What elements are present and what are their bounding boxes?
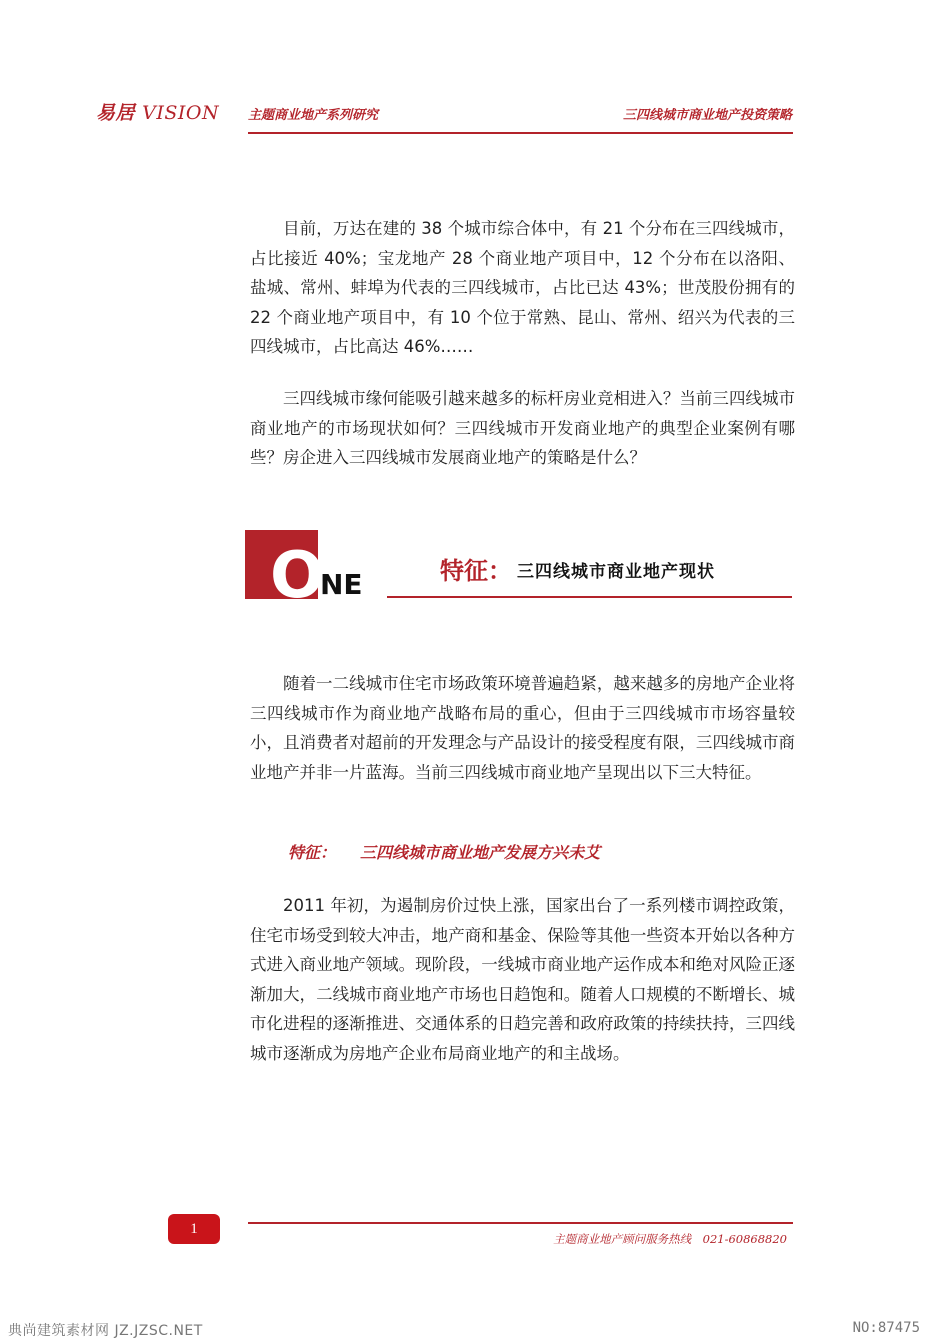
- watermark-site: 典尚建筑素材网 JZ.JZSC.NET: [8, 1323, 203, 1339]
- header-divider: [248, 132, 793, 134]
- series-title: 主题商业地产系列研究: [248, 108, 379, 123]
- watermark-number: NO:87475: [852, 1320, 920, 1336]
- section-badge-letters-ne: NE: [320, 568, 363, 601]
- intro-paragraph-1: 目前，万达在建的 38 个城市综合体中，有 21 个分布在三四线城市，占比接近 40%；宝龙地产 28 个商业地产项目中，12 个分布在以洛阳、盐城、常州、蚌埠为代表的三四线城市，占比已达 43%；世茂股份拥有的 22 个商业地产项目中，有 10 个位于常熟、昆山、常州、绍兴为代表的三四线城市，占比高达 46%……: [250, 219, 795, 356]
- footer-divider: [248, 1222, 793, 1224]
- section-title: 三四线城市商业地产现状: [517, 562, 715, 582]
- brand-cn: 易居: [96, 102, 136, 124]
- subheading: [288, 840, 600, 863]
- section-badge-letter-o: O: [270, 539, 325, 613]
- body-paragraph-1: 随着一二线城市住宅市场政策环境普遍趋紧，越来越多的房地产企业将三四线城市作为商业地产战略布局的重心，但由于三四线城市市场容量较小，且消费者对超前的开发理念与产品设计的接受程度有限，三四线城市商业地产并非一片蓝海。当前三四线城市商业地产呈现出以下三大特征。: [250, 674, 795, 782]
- body-paragraph-2: 2011 年初，为遏制房价过快上涨，国家出台了一系列楼市调控政策，住宅市场受到较大冲击，地产商和基金、保险等其他一些资本开始以各种方式进入商业地产领域。现阶段，一线城市商业地产运作成本和绝对风险正逐渐加大，二线城市商业地产市场也日趋饱和。随着人口规模的不断增长、城市化进程的逐渐推进、交通体系的日趋完善和政府政策的持续扶持，三四线城市逐渐成为房地产企业布局商业地产的和主战场。: [250, 896, 795, 1063]
- brand-en: VISION: [142, 102, 220, 124]
- footer-hotline: 主题商业地产顾问服务热线 021-60868820: [553, 1232, 787, 1246]
- page-number-badge: 1: [168, 1214, 220, 1244]
- brand-logo: [96, 98, 219, 125]
- subheading-label: 特征：: [288, 843, 337, 862]
- section-label: 特征：: [440, 556, 512, 585]
- report-title: 三四线城市商业地产投资策略: [622, 108, 792, 123]
- subheading-text: 三四线城市商业地产发展方兴未艾: [360, 843, 601, 862]
- section-divider: [387, 596, 792, 598]
- intro-paragraph-2: 三四线城市缘何能吸引越来越多的标杆房业竞相进入？当前三四线城市商业地产的市场现状如何？三四线城市开发商业地产的典型企业案例有哪些？房企进入三四线城市发展商业地产的策略是什么？: [250, 389, 795, 467]
